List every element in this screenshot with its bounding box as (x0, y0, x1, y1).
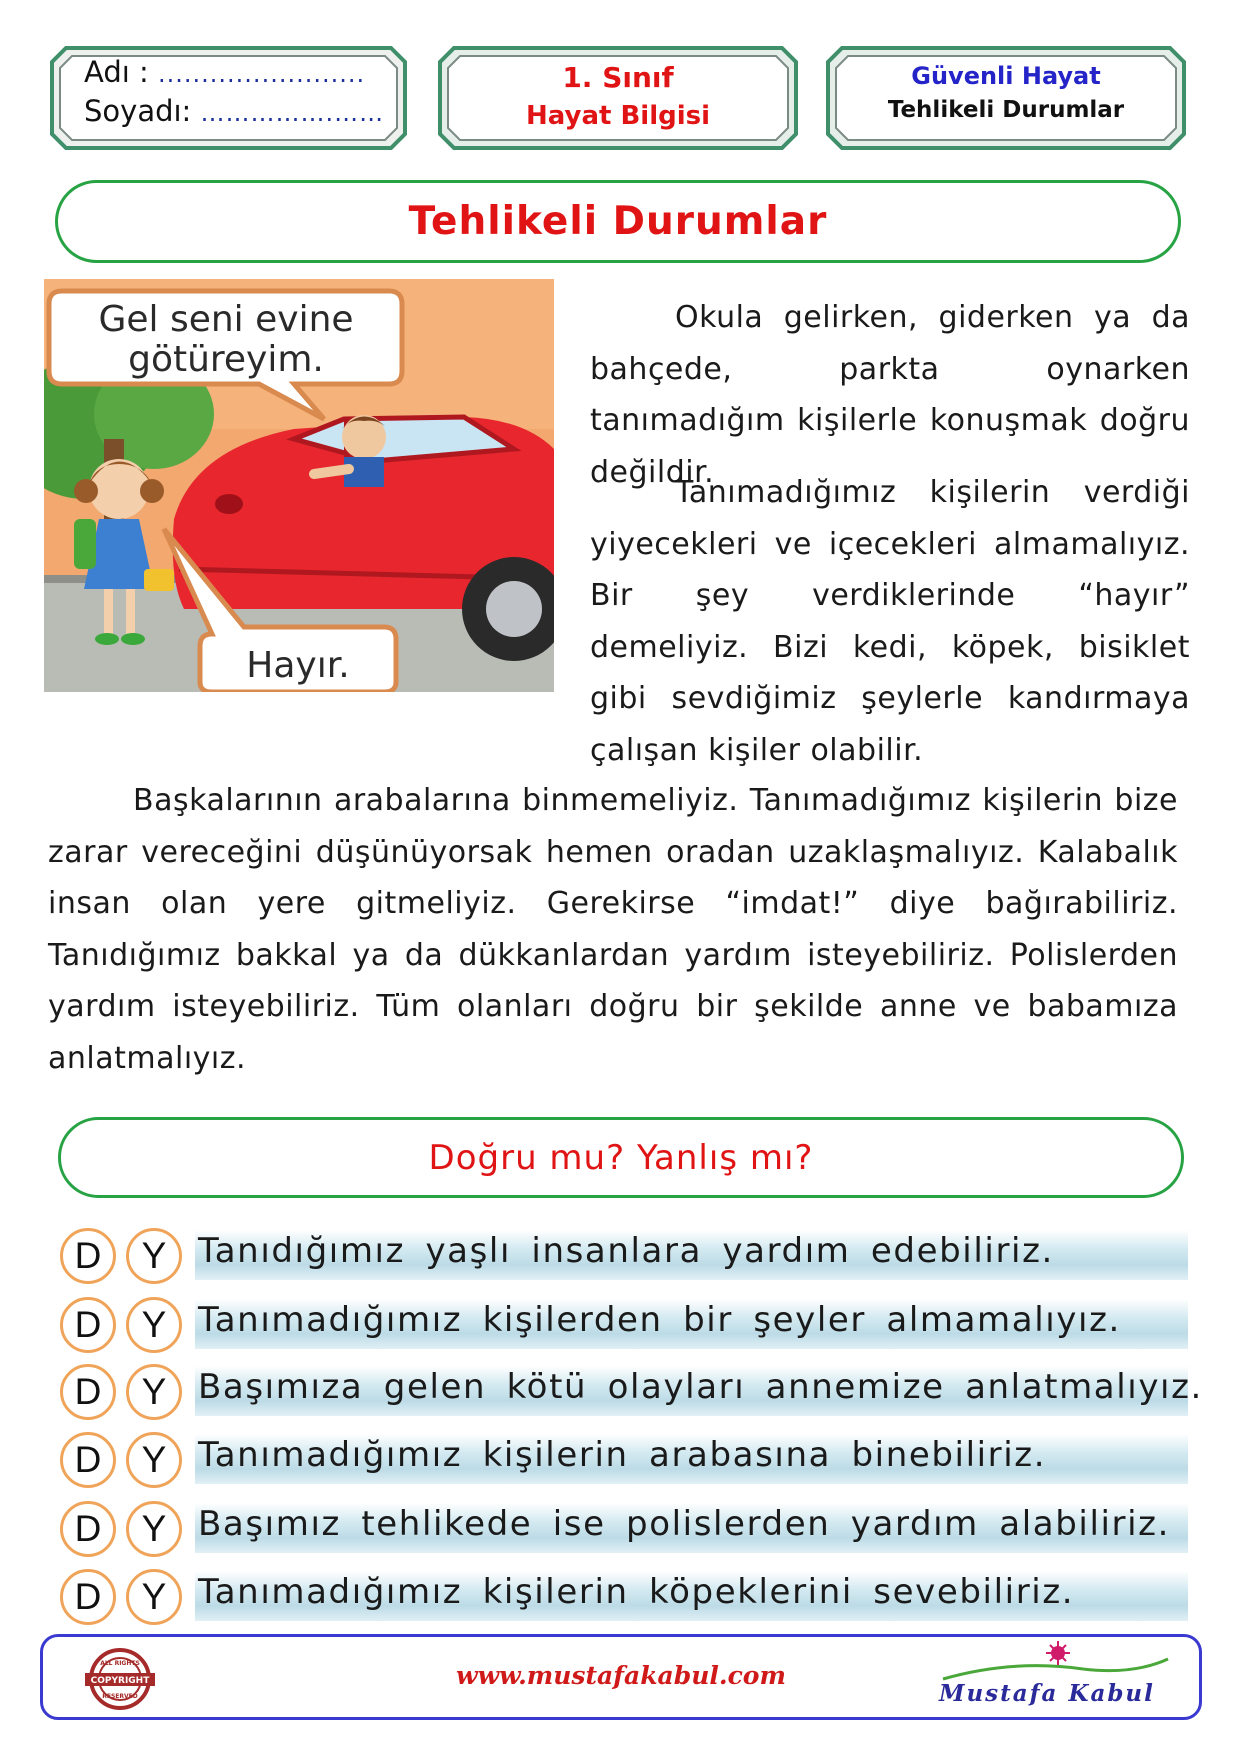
quiz-item (58, 1497, 1188, 1559)
seal-top-text: ALL RIGHTS (100, 1660, 140, 1667)
speech-top-line1: Gel seni evine (98, 299, 354, 340)
false-option[interactable]: Y (126, 1501, 182, 1557)
paragraph-3: Başkalarının arabalarına binmemeliyiz. Tanımadığımız kişilerin bize zarar vereceğini düşünüyorsak hemen oradan uzaklaşmalıyız. Kalabalık insan olan yere gitmeliyiz. Gerekirse “imdat!” diye bağırabiliriz. Tanıdığımız bakkal ya da dükkanlardan yardım isteyebiliriz. Polislerden yardım isteyebiliriz. Tüm olanları doğru bir şekilde anne ve babamıza anlatmalıyız. (48, 783, 1178, 1076)
true-option[interactable]: D (60, 1297, 116, 1353)
class-box (434, 42, 802, 154)
false-option[interactable]: Y (126, 1364, 182, 1420)
surname-label: Soyadı: (84, 94, 192, 128)
statement-text: Tanımadığımız kişilerin köpeklerini sevebiliriz. (198, 1572, 1075, 1612)
topic-box (822, 42, 1190, 154)
grade-label: 1. Sınıf (562, 61, 674, 94)
statement-text: Başımıza gelen kötü olayları annemize anlatmalıyız. (198, 1367, 1203, 1407)
footer (40, 1634, 1202, 1720)
paragraph-1: Okula gelirken, giderken ya da bahçede, parkta oynarken tanımadığım kişilerle konuşmak doğru değildir. (590, 300, 1190, 490)
true-option[interactable]: D (60, 1569, 116, 1625)
statement-text: Tanımadığımız kişilerin arabasına binebiliriz. (198, 1435, 1047, 1475)
false-option[interactable]: Y (126, 1297, 182, 1353)
quiz-item (58, 1428, 1188, 1490)
statement-text: Tanımadığımız kişilerden bir şeyler almamalıyız. (198, 1300, 1121, 1340)
quiz-item (58, 1565, 1188, 1627)
statement-text: Tanıdığımız yaşlı insanlara yardım edebiliriz. (198, 1231, 1054, 1271)
signature-text: Mustafa Kabul (939, 1680, 1155, 1707)
name-field[interactable]: ........................ (158, 60, 366, 88)
quiz-banner (58, 1117, 1184, 1198)
title-banner (55, 180, 1181, 263)
surname-field[interactable]: …………….…… (200, 99, 385, 127)
true-option[interactable]: D (60, 1501, 116, 1557)
true-option[interactable]: D (60, 1364, 116, 1420)
stranger-car-illustration (44, 279, 554, 692)
quiz-item (58, 1293, 1188, 1355)
website-link[interactable]: www.mustafakabul.com (456, 1661, 786, 1690)
false-option[interactable]: Y (126, 1569, 182, 1625)
false-option[interactable]: Y (126, 1228, 182, 1284)
page-title: Tehlikeli Durumlar (408, 199, 828, 244)
speech-bottom: Hayır. (246, 645, 350, 686)
quiz-item (58, 1224, 1188, 1286)
speech-top-line2: götüreyim. (128, 339, 324, 380)
true-option[interactable]: D (60, 1432, 116, 1488)
true-option[interactable]: D (60, 1228, 116, 1284)
subject-label: Hayat Bilgisi (525, 101, 711, 131)
name-label: Adı : (84, 55, 149, 89)
seal-bottom-text: RESERVED (102, 1693, 138, 1700)
paragraph-2: Tanımadığımız kişilerin verdiği yiyecekleri ve içecekleri almamalıyız. Bir şey verdiklerinde “hayır” demeliyiz. Bizi kedi, köpek, bisiklet gibi sevdiğimiz şeylerle kandırmaya çalışan kişiler olabilir. (590, 475, 1190, 768)
name-box (46, 42, 411, 154)
topic-label: Tehlikeli Durumlar (887, 97, 1125, 123)
unit-label: Güvenli Hayat (911, 62, 1101, 90)
false-option[interactable]: Y (126, 1432, 182, 1488)
statement-text: Başımız tehlikede ise polislerden yardım alabiliriz. (198, 1504, 1171, 1544)
quiz-title: Doğru mu? Yanlış mı? (428, 1137, 814, 1178)
seal-middle-text: COPYRIGHT (90, 1676, 150, 1686)
quiz-item (58, 1360, 1203, 1422)
